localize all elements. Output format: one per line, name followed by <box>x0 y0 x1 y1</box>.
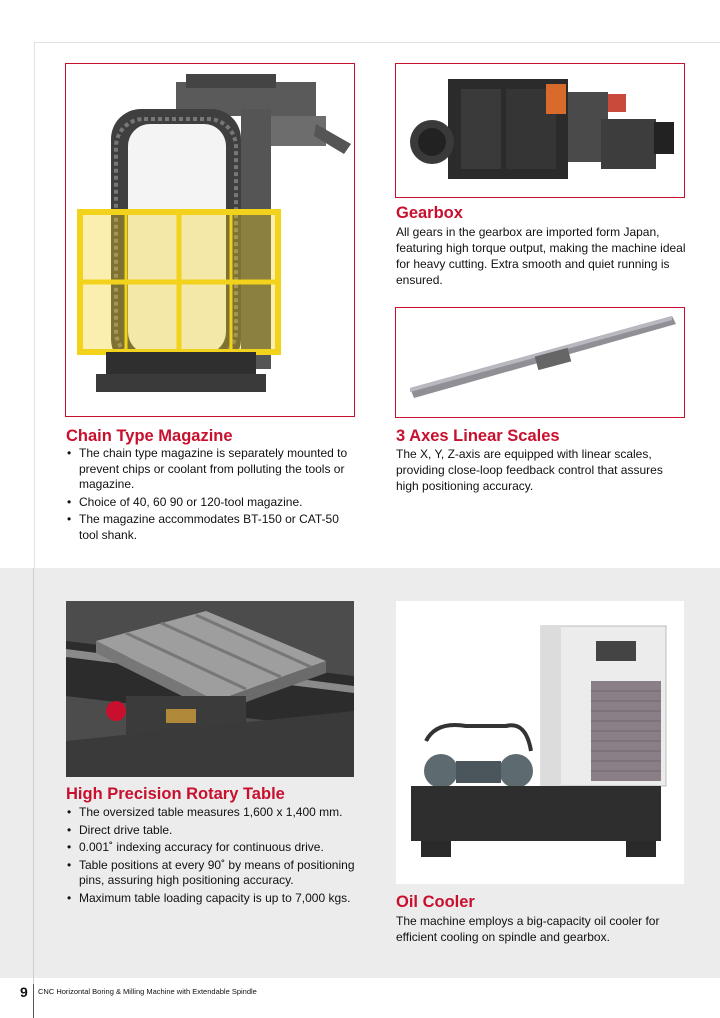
list-item: • The oversized table measures 1,600 x 1,400 mm. <box>66 805 358 821</box>
oil-cooler-illustration <box>396 601 684 884</box>
oil-cooler-image <box>396 601 684 884</box>
list-item: • The chain type magazine is separately mounted to prevent chips or coolant from polluting the tools or magazine. <box>66 446 358 493</box>
gearbox-text: All gears in the gearbox are imported form Japan, featuring high torque output, making the machine ideal for heavy cutting. Extra smooth and quiet running is ensured. <box>396 225 686 287</box>
linear-scales-image <box>395 307 685 418</box>
list-item: • Maximum table loading capacity is up to 7,000 kgs. <box>66 891 358 907</box>
list-item: • The magazine accommodates BT-150 or CAT-50 tool shank. <box>66 512 358 543</box>
footer-divider <box>33 984 34 1018</box>
chain-magazine-illustration <box>66 64 353 415</box>
chain-magazine-image <box>65 63 355 417</box>
linear-scale-illustration <box>396 308 683 416</box>
oil-cooler-title: Oil Cooler <box>396 893 475 911</box>
margin-rule <box>33 568 34 1018</box>
footer-caption: CNC Horizontal Boring & Milling Machine with Extendable Spindle <box>38 987 257 996</box>
rotary-table-title: High Precision Rotary Table <box>66 785 285 803</box>
linear-scales-title: 3 Axes Linear Scales <box>396 427 560 445</box>
chain-magazine-bullets <box>66 446 358 545</box>
rotary-table-bullets <box>66 805 358 908</box>
list-item: • Table positions at every 90˚ by means of positioning pins, assuring high positioning accuracy. <box>66 858 358 889</box>
oil-cooler-text: The machine employs a big-capacity oil cooler for efficient cooling on spindle and gearbox. <box>396 914 660 944</box>
gearbox-image <box>395 63 685 198</box>
page-number: 9 <box>20 984 28 1000</box>
list-item: • Choice of 40, 60 90 or 120-tool magazine. <box>66 495 358 511</box>
rotary-table-image <box>66 601 354 777</box>
linear-scales-text: The X, Y, Z-axis are equipped with linear scales, providing close-loop feedback control that assures high positioning accuracy. <box>396 447 663 493</box>
gearbox-title: Gearbox <box>396 204 463 222</box>
rotary-table-illustration <box>66 601 354 777</box>
gearbox-illustration <box>396 64 683 196</box>
list-item: • 0.001˚ indexing accuracy for continuous drive. <box>66 840 358 856</box>
chain-magazine-title: Chain Type Magazine <box>66 427 233 445</box>
list-item: • Direct drive table. <box>66 823 358 839</box>
